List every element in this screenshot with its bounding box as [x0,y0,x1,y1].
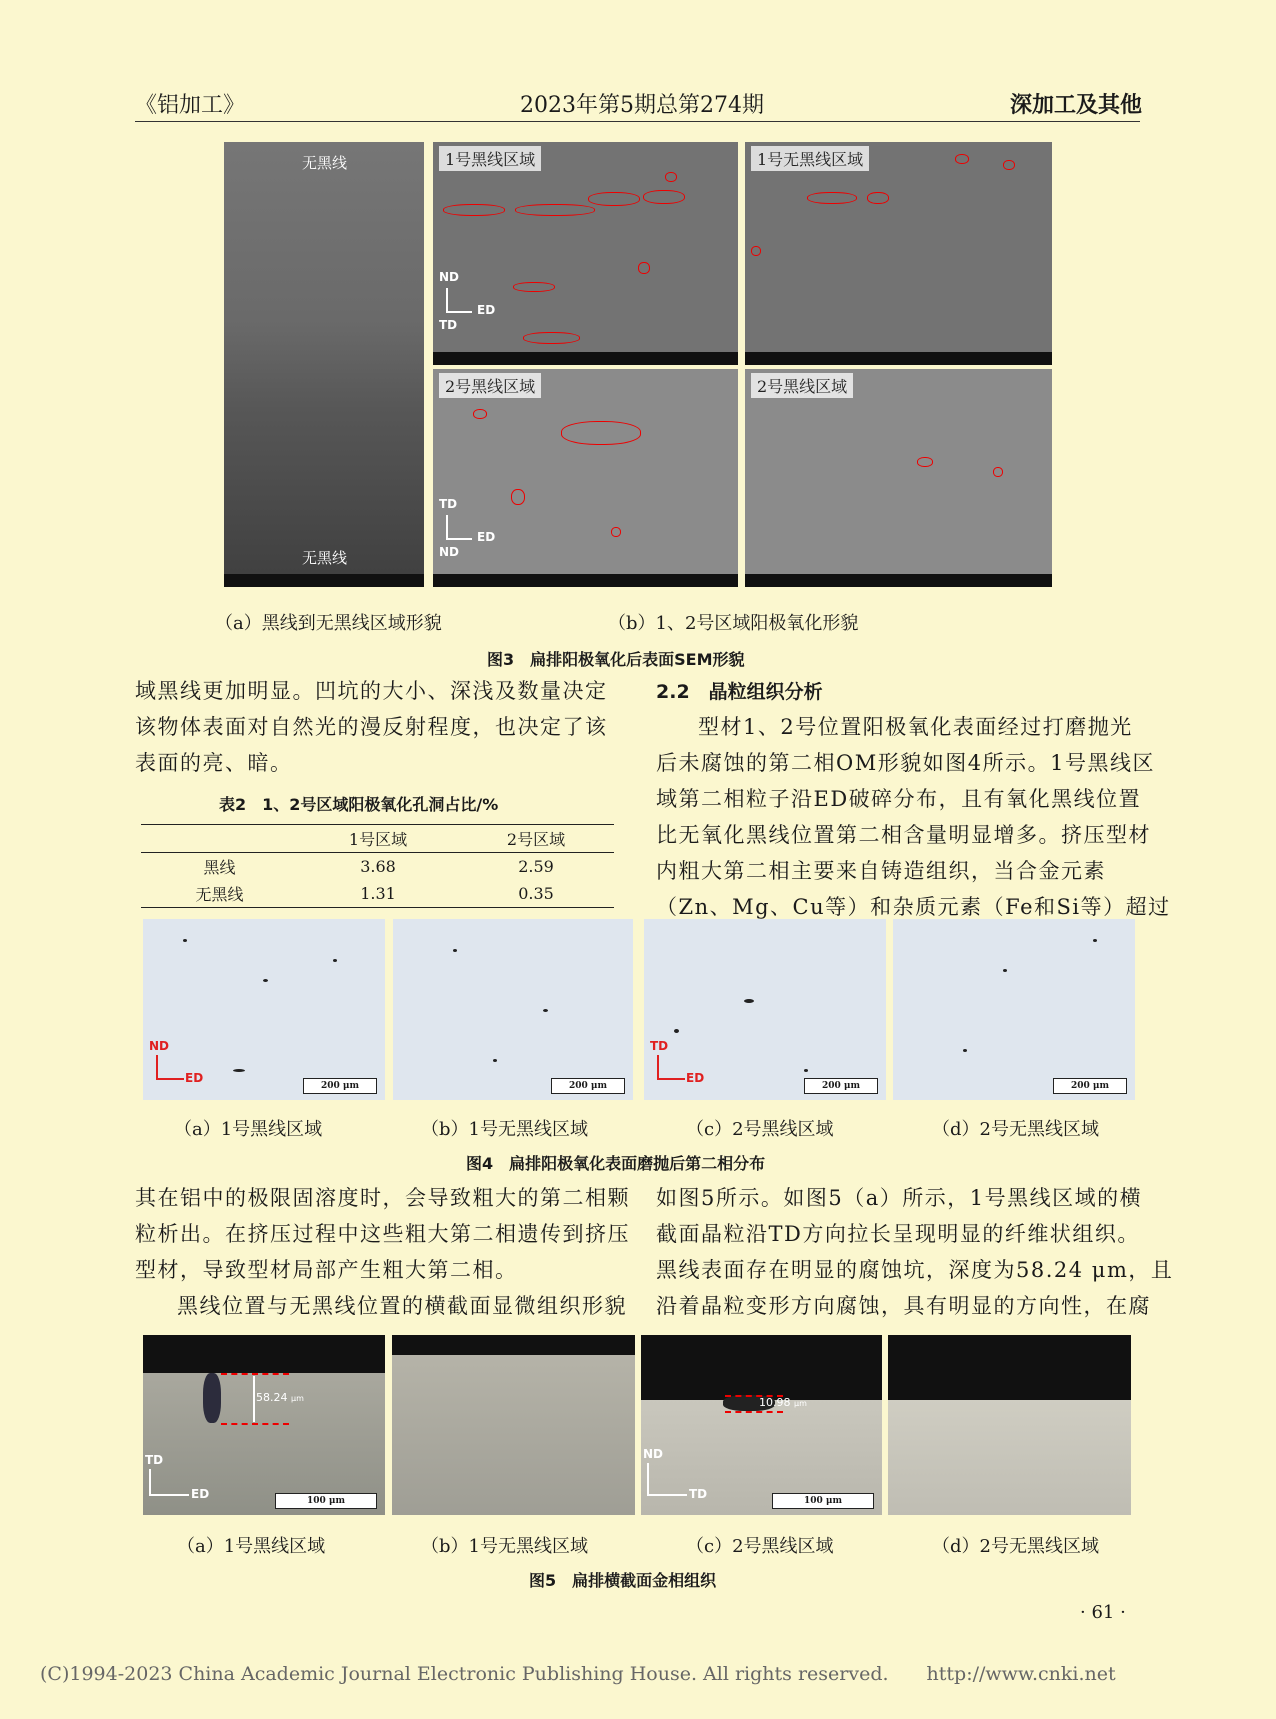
table-row [141,853,614,880]
pit-depth-value: 58.24 [256,1391,288,1404]
text-line: 型材1、2号位置阳极氧化表面经过打磨抛光 [698,715,1133,739]
panel-a-label-top: 无黑线 [302,154,348,172]
sem-info-bar [433,574,738,587]
scale-bar: 200 μm [303,1078,377,1094]
axis-label-horizontal: ED [686,1071,705,1085]
sem-panel-a [224,142,424,587]
particle [744,999,754,1003]
particle [453,949,457,952]
table-cell: 0.35 [518,884,554,903]
fig3-caption-b: （b）1、2号区域阳极氧化形貌 [608,613,859,634]
axis-arrow-horizontal [657,1078,685,1080]
axis-label-horizontal: TD [689,1487,708,1501]
table-cell: 1.31 [360,884,396,903]
fig5-caption-a: （a）1号黑线区域 [177,1536,326,1557]
pore-outline [955,154,969,164]
text-line: （Zn、Mg、Cu等）和杂质元素（Fe和Si等）超过 [656,895,1171,919]
sem-info-bar [224,574,424,587]
particle [963,1049,967,1052]
scale-bar: 200 μm [804,1078,878,1094]
text-line: 沿着晶粒变形方向腐蚀，具有明显的方向性，在腐 [656,1294,1151,1318]
panel-a-label-bottom: 无黑线 [302,549,348,567]
page-number: · 61 · [1080,1602,1126,1623]
axis-arrow-horizontal [446,311,472,313]
section-heading: 2.2 晶粒组织分析 [656,681,823,703]
axis-label-normal: ND [439,545,460,559]
table-cell: 黑线 [203,858,236,877]
axis-label-horizontal: ED [191,1487,210,1501]
pit-depth-unit: μm [794,1399,807,1408]
pore-outline [443,204,505,216]
axis-label-vertical: TD [145,1453,164,1467]
right-col-paragraph-1 [656,709,1171,925]
axis-arrow-vertical [156,1055,158,1079]
text-line: 后未腐蚀的第二相OM形貌如图4所示。1号黑线区 [656,751,1155,775]
om-panel-b [393,919,633,1100]
pore-outline [611,527,621,537]
pore-outline [993,467,1003,477]
particle [263,979,268,982]
table-header-row [141,825,614,852]
pore-outline [807,192,857,204]
pore-outline [515,204,595,216]
pit-depth-unit: μm [291,1394,304,1403]
pore-outline [643,190,685,204]
text-line: 表面的亮、暗。 [135,751,293,775]
left-col-paragraph-1 [135,673,608,781]
text-line: 截面晶粒沿TD方向拉长呈现明显的纤维状组织。 [656,1222,1140,1246]
pore-outline [638,262,650,274]
axis-label-horizontal: ED [477,303,496,317]
scale-bar: 200 μm [1053,1078,1127,1094]
axis-arrow-horizontal [647,1494,687,1496]
pore-outline [511,489,525,505]
copyright-footer: (C)1994-2023 China Academic Journal Electronic Publishing House. All rights reserved. http://www.cnki.net [40,1663,1116,1685]
table-bottom-rule [141,907,614,908]
journal-name: 《铝加工》 [135,93,246,118]
axis-arrow-horizontal [446,538,472,540]
fig3-title: 图3 扁排阳极氧化后表面SEM形貌 [487,650,745,669]
measure-line-bottom [725,1411,783,1413]
corrosion-pit [203,1373,221,1423]
fig5-caption-c: （c）2号黑线区域 [686,1536,834,1557]
axis-label-vertical: ND [439,270,460,284]
text-line: 如图5所示。如图5（a）所示，1号黑线区域的横 [656,1186,1143,1210]
metallograph-panel-d [888,1335,1131,1515]
axis-arrow-vertical [446,288,448,312]
metallograph-panel-a: 58.24 μm TD ED 100 μm [143,1335,385,1515]
axis-arrow-horizontal [149,1494,189,1496]
section-name: 深加工及其他 [1010,93,1143,118]
axis-label-normal: TD [439,318,458,332]
table-row [141,880,614,907]
pore-outline [588,192,640,206]
sem-info-bar [745,574,1052,587]
measure-line-bottom [221,1423,289,1425]
fig4-caption-a: （a）1号黑线区域 [174,1119,323,1140]
table-cell: 无黑线 [195,885,244,904]
right-col-paragraph-2 [656,1180,1173,1324]
table2-title: 表2 1、2号区域阳极氧化孔洞占比/% [219,795,499,814]
axis-label-vertical: TD [650,1039,669,1053]
particle [543,1009,548,1012]
panel-b1-label: 1号黑线区域 [439,146,541,171]
text-line: 域黑线更加明显。凹坑的大小、深浅及数量决定 [135,679,608,703]
pit-depth-value: 10.98 [759,1396,791,1409]
fig5-caption-d: （d）2号无黑线区域 [932,1536,1099,1557]
text-line: 黑线位置与无黑线位置的横截面显微组织形貌 [177,1294,627,1318]
fig4-title: 图4 扁排阳极氧化表面磨抛后第二相分布 [466,1154,766,1173]
text-line: 型材，导致型材局部产生粗大第二相。 [135,1258,518,1282]
table-header-cell [141,825,298,852]
axis-arrow-vertical [657,1055,659,1079]
axis-label-vertical: ND [643,1447,664,1461]
axis-arrow-vertical [446,515,448,539]
particle [1003,969,1007,972]
text-line: 黑线表面存在明显的腐蚀坑，深度为58.24 μm，且 [656,1258,1174,1282]
particle [674,1029,679,1033]
text-line: 该物体表面对自然光的漫反射程度，也决定了该 [135,715,608,739]
sem-panel-b2 [745,142,1052,365]
pore-outline [523,332,580,344]
axis-label-vertical: ND [149,1039,170,1053]
panel-b3-label: 2号黑线区域 [439,373,541,398]
fig4-caption-c: （c）2号黑线区域 [686,1119,834,1140]
axis-label-vertical: TD [439,497,458,511]
text-line: 粒析出。在挤压过程中这些粗大第二相遗传到挤压 [135,1222,630,1246]
pore-outline [473,409,487,419]
pore-outline [917,457,933,467]
panel-b4-label: 2号黑线区域 [751,373,853,398]
particle [804,1069,808,1072]
fig3-caption-a: （a）黑线到无黑线区域形貌 [215,613,442,634]
issue-info: 2023年第5期总第274期 [520,93,764,118]
scale-bar: 200 μm [551,1078,625,1094]
pore-outline [1003,160,1015,170]
pit-depth-label [256,1391,304,1404]
axis-arrow-vertical [149,1469,151,1495]
fig5-title: 图5 扁排横截面金相组织 [529,1571,717,1590]
pore-outline [867,192,889,204]
panel-b2-label: 1号无黑线区域 [751,146,869,171]
header-rule [135,121,1140,122]
particle [183,939,187,942]
sem-panel-b3 [433,369,738,587]
text-line: 其在铝中的极限固溶度时，会导致粗大的第二相颗 [135,1186,630,1210]
pit-depth-label [759,1396,807,1409]
table-cell: 2.59 [518,857,554,876]
sem-info-bar [433,352,738,365]
pore-outline [665,172,677,182]
fig5-caption-b: （b）1号无黑线区域 [421,1536,588,1557]
text-line: 内粗大第二相主要来自铸造组织，当合金元素 [656,859,1106,883]
measure-line-top [221,1373,289,1375]
left-col-paragraph-2 [135,1180,630,1324]
text-line: 域第二相粒子沿ED破碎分布，且有氧化黑线位置 [656,787,1142,811]
table-header-cell: 1号区域 [348,830,408,849]
table-header-cell: 2号区域 [506,830,566,849]
fig4-caption-b: （b）1号无黑线区域 [421,1119,588,1140]
fig4-caption-d: （d）2号无黑线区域 [932,1119,1099,1140]
om-panel-a [143,919,385,1100]
axis-label-horizontal: ED [185,1071,204,1085]
particle [233,1069,245,1072]
text-line: 比无氧化黑线位置第二相含量明显增多。挤压型材 [656,823,1151,847]
table2 [141,824,614,908]
axis-label-horizontal: ED [477,530,496,544]
sem-panel-b1 [433,142,738,365]
axis-arrow-horizontal [156,1078,184,1080]
sem-info-bar [745,352,1052,365]
particle [1093,939,1097,942]
particle [333,959,337,962]
table-cell: 3.68 [360,857,396,876]
axis-arrow-vertical [647,1463,649,1495]
metallograph-panel-c: 10.98 μm ND TD 100 μm [641,1335,882,1515]
pore-outline [561,421,641,445]
om-panel-c [644,919,886,1100]
pore-outline [513,282,555,292]
pore-outline [751,246,761,256]
metallograph-panel-b [392,1335,635,1515]
sem-panel-b4 [745,369,1052,587]
particle [493,1059,497,1062]
om-panel-d [893,919,1135,1100]
measure-arrow [253,1376,255,1422]
